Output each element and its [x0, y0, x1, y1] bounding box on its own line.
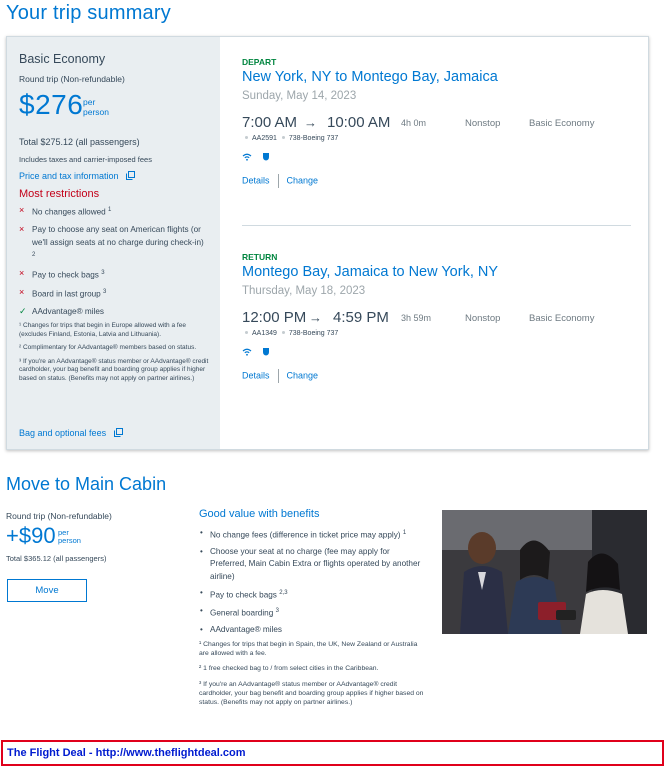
restriction-item: × Pay to check bags $^3$ — [19, 268, 105, 281]
amenities — [242, 148, 632, 158]
fare-note: ² Complimentary for AAdvantage® members based on status. — [19, 344, 197, 352]
cabin: Basic Economy — [529, 118, 595, 129]
depart-route: New York, NY to Montego Bay, Jamaica — [242, 69, 498, 85]
arrival-time: 4:59 PM — [333, 309, 389, 326]
move-total: Total $365.12 (all passengers) — [6, 554, 107, 563]
arrival-time: 10:00 AM — [327, 114, 391, 131]
move-price: +$90 — [6, 523, 56, 548]
duration: 4h 0m — [401, 118, 427, 128]
benefit-item: • Choose your seat at no charge (fee may apply for Preferred, Main Cabin Extra or flights operated by another airline) — [199, 546, 424, 584]
benefits-title: Good value with benefits — [199, 508, 320, 520]
divider — [278, 369, 279, 383]
move-notes — [199, 640, 424, 713]
price-block — [19, 89, 109, 121]
aircraft: 738-Boeing 737 — [288, 330, 339, 337]
bag-fees-link[interactable]: Bag and optional fees — [19, 423, 123, 441]
fare-notes — [19, 322, 209, 389]
x-icon: × — [19, 268, 25, 279]
return-date: Thursday, May 18, 2023 — [242, 285, 366, 297]
move-fare-type: Round trip (Non-refundable) — [6, 511, 112, 521]
flight-number: AA1349 — [252, 330, 277, 337]
arrow-right-icon: → — [309, 310, 322, 325]
details-link[interactable]: Details — [242, 175, 270, 186]
details-link[interactable]: Details — [242, 370, 270, 381]
x-icon: × — [19, 287, 25, 298]
per-person: per person — [58, 528, 81, 545]
benefit-item: • No change fees (difference in ticket price may apply) $^1$ — [199, 527, 424, 542]
stops: Nonstop — [465, 118, 501, 129]
restriction-item: × Board in last group $^3$ — [19, 287, 107, 299]
aa-logo-icon — [245, 136, 248, 139]
move-note: ¹ Changes for trips that begin in Spain, the UK, New Zealand or Australia are allowed with a fee. — [199, 641, 418, 658]
cabin: Basic Economy — [529, 313, 595, 324]
x-icon: × — [19, 223, 25, 234]
aircraft: 738-Boeing 737 — [288, 135, 339, 142]
fare-note: ¹ Changes for trips that begin in Europe allowed with a fee (excludes Finland, Estonia, Latvia and Lithuania). — [19, 322, 186, 338]
wifi-icon — [242, 348, 252, 358]
change-link[interactable]: Change — [286, 175, 319, 186]
benefit-item: • AAdvantage® miles — [199, 624, 424, 637]
aa-logo-icon — [245, 331, 248, 334]
flight-number: AA2591 — [252, 135, 277, 142]
price: $276 — [19, 89, 84, 120]
move-note: ³ If you're an AAdvantage® status member or AAdvantage® credit cardholder, your bag benefit and boarding group applies if higher based on status. (Benefits may not apply on partner airlines.) — [199, 680, 424, 707]
restrictions-list — [19, 204, 209, 322]
flight-info — [242, 135, 632, 142]
restriction-item: × No changes allowed $^1$ — [19, 205, 112, 217]
depart-links — [242, 174, 632, 188]
x-icon: × — [19, 205, 25, 215]
flight-info — [242, 330, 632, 337]
move-button[interactable]: Move — [7, 579, 87, 602]
price-tax-link[interactable]: Price and tax information — [19, 166, 135, 184]
return-times — [242, 307, 632, 331]
external-link-icon — [114, 428, 123, 437]
duration: 3h 59m — [401, 313, 432, 323]
depart-segment — [242, 57, 632, 188]
restrictions-title: Most restrictions — [19, 188, 100, 200]
power-icon — [261, 152, 271, 162]
return-links — [242, 369, 632, 383]
return-label: RETURN — [242, 252, 278, 262]
external-link-icon — [126, 171, 135, 180]
depart-date: Sunday, May 14, 2023 — [242, 90, 357, 102]
arrow-right-icon: → — [304, 115, 317, 130]
departure-time: 12:00 PM — [242, 309, 307, 326]
benefit-item: • Pay to check bags $^{2,3}$ — [199, 587, 424, 602]
stops: Nonstop — [465, 313, 501, 324]
return-route: Montego Bay, Jamaica to New York, NY — [242, 264, 499, 280]
departure-time: 7:00 AM — [242, 114, 298, 131]
wifi-icon — [242, 153, 252, 163]
trip-summary-card — [6, 36, 649, 450]
per-person: per person — [83, 97, 109, 117]
total-price: Total $275.12 (all passengers) — [19, 137, 140, 147]
move-price-block — [6, 523, 81, 549]
change-link[interactable]: Change — [286, 370, 319, 381]
bullet-icon — [282, 136, 285, 139]
divider — [278, 174, 279, 188]
return-segment — [242, 252, 632, 383]
bullet-icon — [282, 331, 285, 334]
fare-name: Basic Economy — [19, 52, 106, 66]
restriction-item: ✓ AAdvantage® miles — [19, 305, 105, 316]
fare-panel — [7, 37, 220, 449]
benefits-list — [199, 527, 424, 640]
cabin-photo — [442, 510, 647, 634]
fare-type: Round trip (Non-refundable) — [19, 74, 125, 84]
check-icon: ✓ — [19, 305, 27, 316]
amenities — [242, 343, 632, 353]
footer-banner[interactable]: The Flight Deal - http://www.theflightdeal.com — [1, 740, 664, 766]
fare-note: ³ If you're an AAdvantage® status member or AAdvantage® credit cardholder, your bag benefit and boarding group applies if higher based on status. (Benefits may not apply on partner airlines.) — [19, 357, 209, 382]
depart-label: DEPART — [242, 57, 277, 67]
move-title: Move to Main Cabin — [6, 474, 167, 494]
page-title: Your trip summary — [6, 2, 171, 24]
includes-note: Includes taxes and carrier-imposed fees — [19, 155, 152, 164]
benefit-item: • General boarding $^3$ — [199, 605, 424, 620]
depart-times — [242, 112, 632, 136]
power-icon — [261, 347, 271, 357]
segment-divider — [242, 225, 631, 226]
move-note: ² 1 free checked bag to / from select cities in the Caribbean. — [199, 665, 379, 673]
restriction-item: × Pay to choose any seat on American flights (or we'll assign seats at no charge during check-in) $^2$ — [19, 223, 204, 258]
